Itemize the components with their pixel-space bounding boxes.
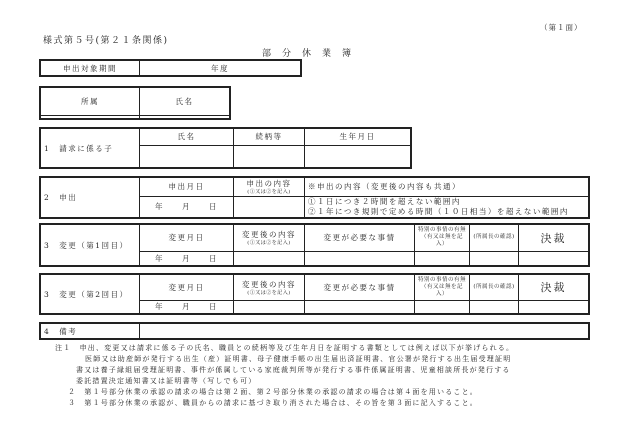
change-content-field[interactable] bbox=[234, 251, 305, 266]
period-label: 申出対象期間 bbox=[40, 60, 140, 76]
change-content-note: (①又は②を記入) bbox=[247, 289, 291, 296]
remarks-label: 4 備考 bbox=[40, 323, 140, 339]
approval-label: 決裁 bbox=[519, 224, 590, 251]
child-name-field[interactable] bbox=[140, 145, 234, 168]
approval-label: 決裁 bbox=[519, 274, 590, 300]
page-title: 部 分 休 業 簿 bbox=[262, 49, 353, 59]
note-1-cont: 委託措置決定通知書又は証明書等（写しでも可） bbox=[76, 377, 257, 385]
special-circumstance-label: 特別の事情の有無（有又は無を記入） bbox=[415, 224, 470, 251]
remarks-field[interactable] bbox=[140, 323, 590, 339]
form-number: 様式第５号(第２１条関係) bbox=[43, 36, 169, 46]
period-value[interactable]: 年度 bbox=[140, 60, 302, 76]
child-name-label: 氏名 bbox=[140, 128, 234, 145]
dept-label: 所属 bbox=[40, 87, 140, 116]
request-date-label: 申出月日 bbox=[140, 177, 234, 196]
dept-field[interactable] bbox=[40, 116, 140, 119]
change-content-note: (①又は②を記入) bbox=[247, 240, 291, 247]
request-label: 2 申出 bbox=[40, 177, 140, 218]
special-field[interactable] bbox=[415, 251, 470, 266]
period-table bbox=[39, 59, 302, 77]
request-content-note: (①又は②を記入) bbox=[247, 189, 291, 196]
request-option-2: ②１年につき規則で定める時間（１０日相当）を超えない範囲内 bbox=[308, 206, 569, 216]
request-date-field[interactable]: 年 月 日 bbox=[140, 196, 234, 218]
child-birth-field[interactable] bbox=[305, 145, 412, 168]
approval-field[interactable] bbox=[519, 300, 590, 314]
name-label: 氏名 bbox=[140, 87, 231, 116]
special-circumstance-label: 特別の事情の有無（有又は無を記入） bbox=[415, 274, 470, 300]
name-field[interactable] bbox=[140, 116, 231, 119]
change-table-1 bbox=[39, 223, 590, 267]
manager-confirm-label: (所属長の確認) bbox=[470, 274, 519, 300]
change-label: 3 変更（第1回目） bbox=[40, 224, 140, 266]
change-content-label: 変更後の内容 bbox=[242, 279, 296, 289]
confirm-field[interactable] bbox=[470, 300, 519, 314]
change-label: 3 変更（第2回目） bbox=[40, 274, 140, 314]
change-reason-label: 変更が必要な事情 bbox=[305, 274, 415, 300]
request-common-note: ※申出の内容（変更後の内容も共通） bbox=[305, 177, 590, 196]
note-1-cont: 書又は養子縁組届受理証明書、事件が係属している家庭裁判所等が発行する事件係属証明書、児童相談所長が発行する bbox=[76, 366, 511, 374]
child-table bbox=[39, 127, 412, 169]
change-reason-label: 変更が必要な事情 bbox=[305, 224, 415, 251]
change-reason-field[interactable] bbox=[305, 300, 415, 314]
special-field[interactable] bbox=[415, 300, 470, 314]
approval-field[interactable] bbox=[519, 251, 590, 266]
confirm-field[interactable] bbox=[470, 251, 519, 266]
child-label: 1 請求に係る子 bbox=[40, 128, 140, 168]
page-label: （第１面） bbox=[540, 23, 583, 32]
child-birth-label: 生年月日 bbox=[305, 128, 412, 145]
change-table-2 bbox=[39, 273, 590, 315]
request-option-1: ①１日につき２時間を超えない範囲内 bbox=[308, 196, 461, 206]
remarks-table bbox=[39, 322, 590, 340]
change-date-label: 変更月日 bbox=[140, 224, 234, 251]
child-relation-field[interactable] bbox=[234, 145, 305, 168]
note-1: 注１ 申出、変更又は請求に係る子の氏名、職員との続柄等及び生年月日を証明する書類としては例えば以下が挙げられる。 bbox=[55, 344, 515, 352]
request-content-label: 申出の内容 bbox=[246, 179, 292, 189]
request-table bbox=[39, 176, 590, 219]
change-content-field[interactable] bbox=[234, 300, 305, 314]
change-reason-field[interactable] bbox=[305, 251, 415, 266]
change-date-label: 変更月日 bbox=[140, 274, 234, 300]
change-date-field[interactable]: 年 月 日 bbox=[140, 300, 234, 314]
manager-confirm-label: (所属長の確認) bbox=[470, 224, 519, 251]
change-date-field[interactable]: 年 月 日 bbox=[140, 251, 234, 266]
child-relation-label: 続柄等 bbox=[234, 128, 305, 145]
staff-table bbox=[39, 86, 231, 120]
note-2: ２ 第１号部分休業の承認の請求の場合は第２面、第２号部分休業の承認の請求の場合は第４面を用いること。 bbox=[68, 388, 478, 396]
request-content-field[interactable] bbox=[234, 196, 305, 218]
note-3: ３ 第１号部分休業の承認が、職員からの請求に基づき取り消された場合は、その旨を第３面に記入すること。 bbox=[68, 399, 478, 407]
change-content-label: 変更後の内容 bbox=[242, 230, 296, 240]
note-1-cont: 医師又は助産師が発行する出生（産）証明書、母子健康手帳の出生届出済証明書、官公署が発行する出生届受理証明 bbox=[85, 355, 512, 363]
